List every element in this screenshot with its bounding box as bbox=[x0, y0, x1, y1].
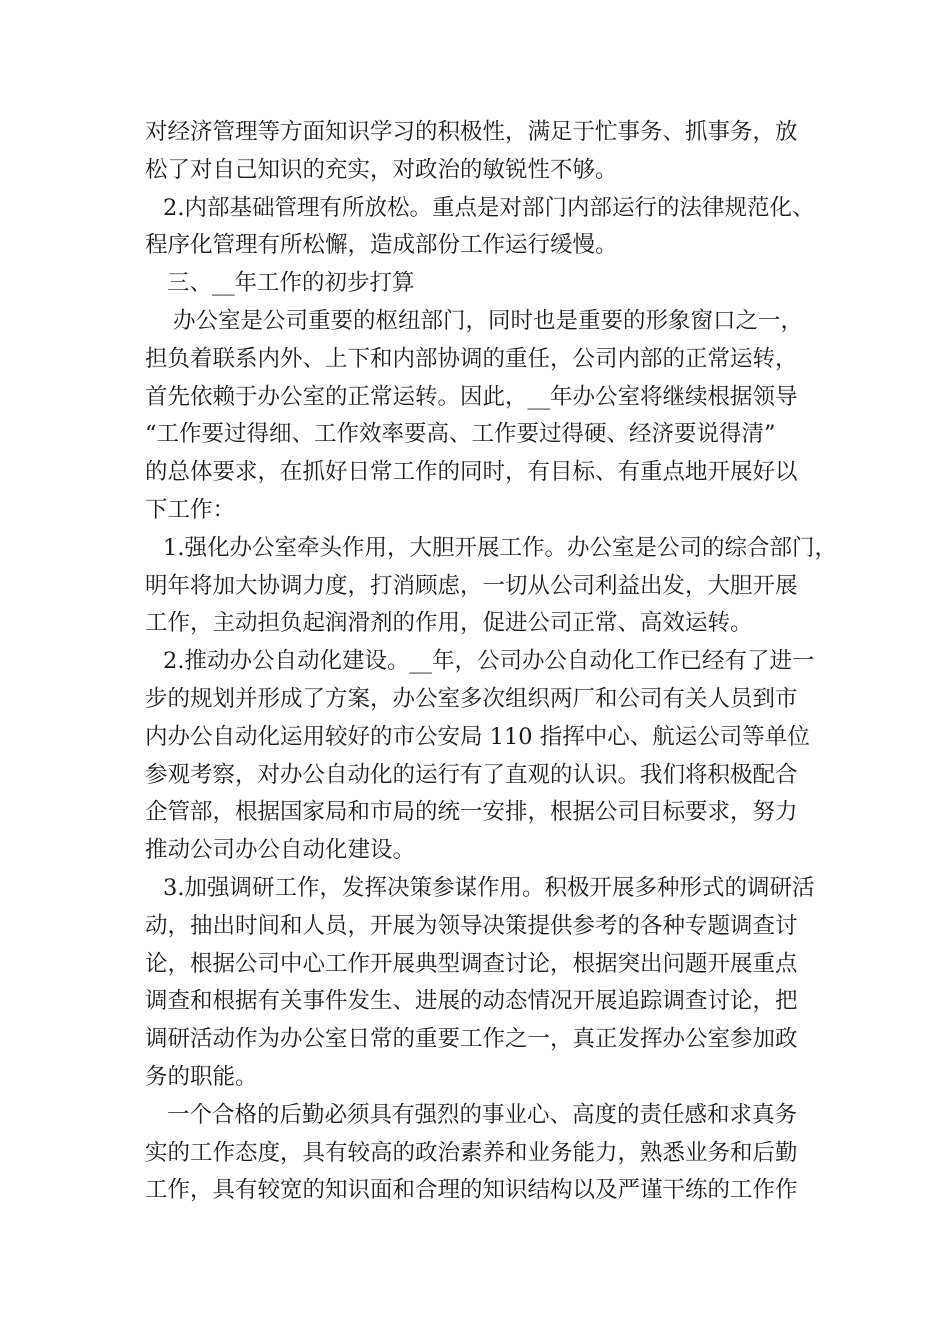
text-line: 下工作： bbox=[145, 496, 236, 523]
text-line: 内办公自动化运用较好的市公安局 110 指挥中心、航运公司等单位 bbox=[145, 723, 810, 750]
text-line: 办公室是公司重要的枢纽部门，同时也是重要的形象窗口之一， bbox=[173, 307, 804, 334]
text-line: 参观考察，对办公自动化的运行有了直观的认识。我们将积极配合 bbox=[145, 761, 798, 788]
text-line: 首先依赖于办公室的正常运转。因此，__年办公室将继续根据领导 bbox=[145, 383, 798, 410]
text-line: 实的工作态度，具有较高的政治素养和业务能力，熟悉业务和后勤 bbox=[145, 1139, 798, 1166]
text-line: 对经济管理等方面知识学习的积极性，满足于忙事务、抓事务，放 bbox=[145, 119, 798, 145]
text-line: 担负着联系内外、上下和内部协调的重任，公司内部的正常运转， bbox=[145, 345, 798, 372]
text-line: 1.强化办公室牵头作用，大胆开展工作。办公室是公司的综合部门， bbox=[163, 534, 837, 561]
text-line: 企管部，根据国家局和市局的统一安排，根据公司目标要求，努力 bbox=[145, 799, 798, 826]
text-line: 2.推动办公自动化建设。__年，公司办公自动化工作已经有了进一 bbox=[163, 648, 815, 675]
text-line: 调查和根据有关事件发生、进展的动态情况开展追踪调查讨论，把 bbox=[145, 988, 798, 1015]
text-line: 松了对自己知识的充实，对政治的敏锐性不够。 bbox=[145, 156, 618, 183]
text-line: 步的规划并形成了方案，办公室多次组织两厂和公司有关人员到市 bbox=[145, 685, 798, 712]
text-line: “工作要过得细、工作效率要高、工作要过得硬、经济要说得清” bbox=[145, 421, 776, 448]
text-line: 工作，主动担负起润滑剂的作用，促进公司正常、高效运转。 bbox=[145, 610, 753, 637]
text-line: 程序化管理有所松懈，造成部份工作运行缓慢。 bbox=[145, 232, 618, 259]
document-body bbox=[145, 114, 837, 1210]
text-line: 推动公司办公自动化建设。 bbox=[145, 837, 416, 864]
text-line: 务的职能。 bbox=[145, 1063, 258, 1090]
text-line: 调研活动作为办公室日常的重要工作之一，真正发挥办公室参加政 bbox=[145, 1026, 798, 1053]
text-line: 论，根据公司中心工作开展典型调查讨论，根据突出问题开展重点 bbox=[145, 950, 798, 977]
text-line: 明年将加大协调力度，打消顾虑，一切从公司利益出发，大胆开展 bbox=[145, 572, 798, 599]
text-line: 3.加强调研工作，发挥决策参谋作用。积极开展多种形式的调研活 bbox=[163, 874, 815, 901]
text-line: 工作，具有较宽的知识面和合理的知识结构以及严谨干练的工作作 bbox=[145, 1177, 798, 1204]
text-line: 的总体要求，在抓好日常工作的同时，有目标、有重点地开展好以 bbox=[145, 459, 798, 486]
text-line: 动，抽出时间和人员，开展为领导决策提供参考的各种专题调查讨 bbox=[145, 912, 798, 939]
text-line: 一个合格的后勤必须具有强烈的事业心、高度的责任感和求真务 bbox=[167, 1101, 798, 1128]
text-line: 2.内部基础管理有所放松。重点是对部门内部运行的法律规范化、 bbox=[163, 194, 815, 221]
section-heading: 三、__年工作的初步打算 bbox=[167, 270, 415, 297]
